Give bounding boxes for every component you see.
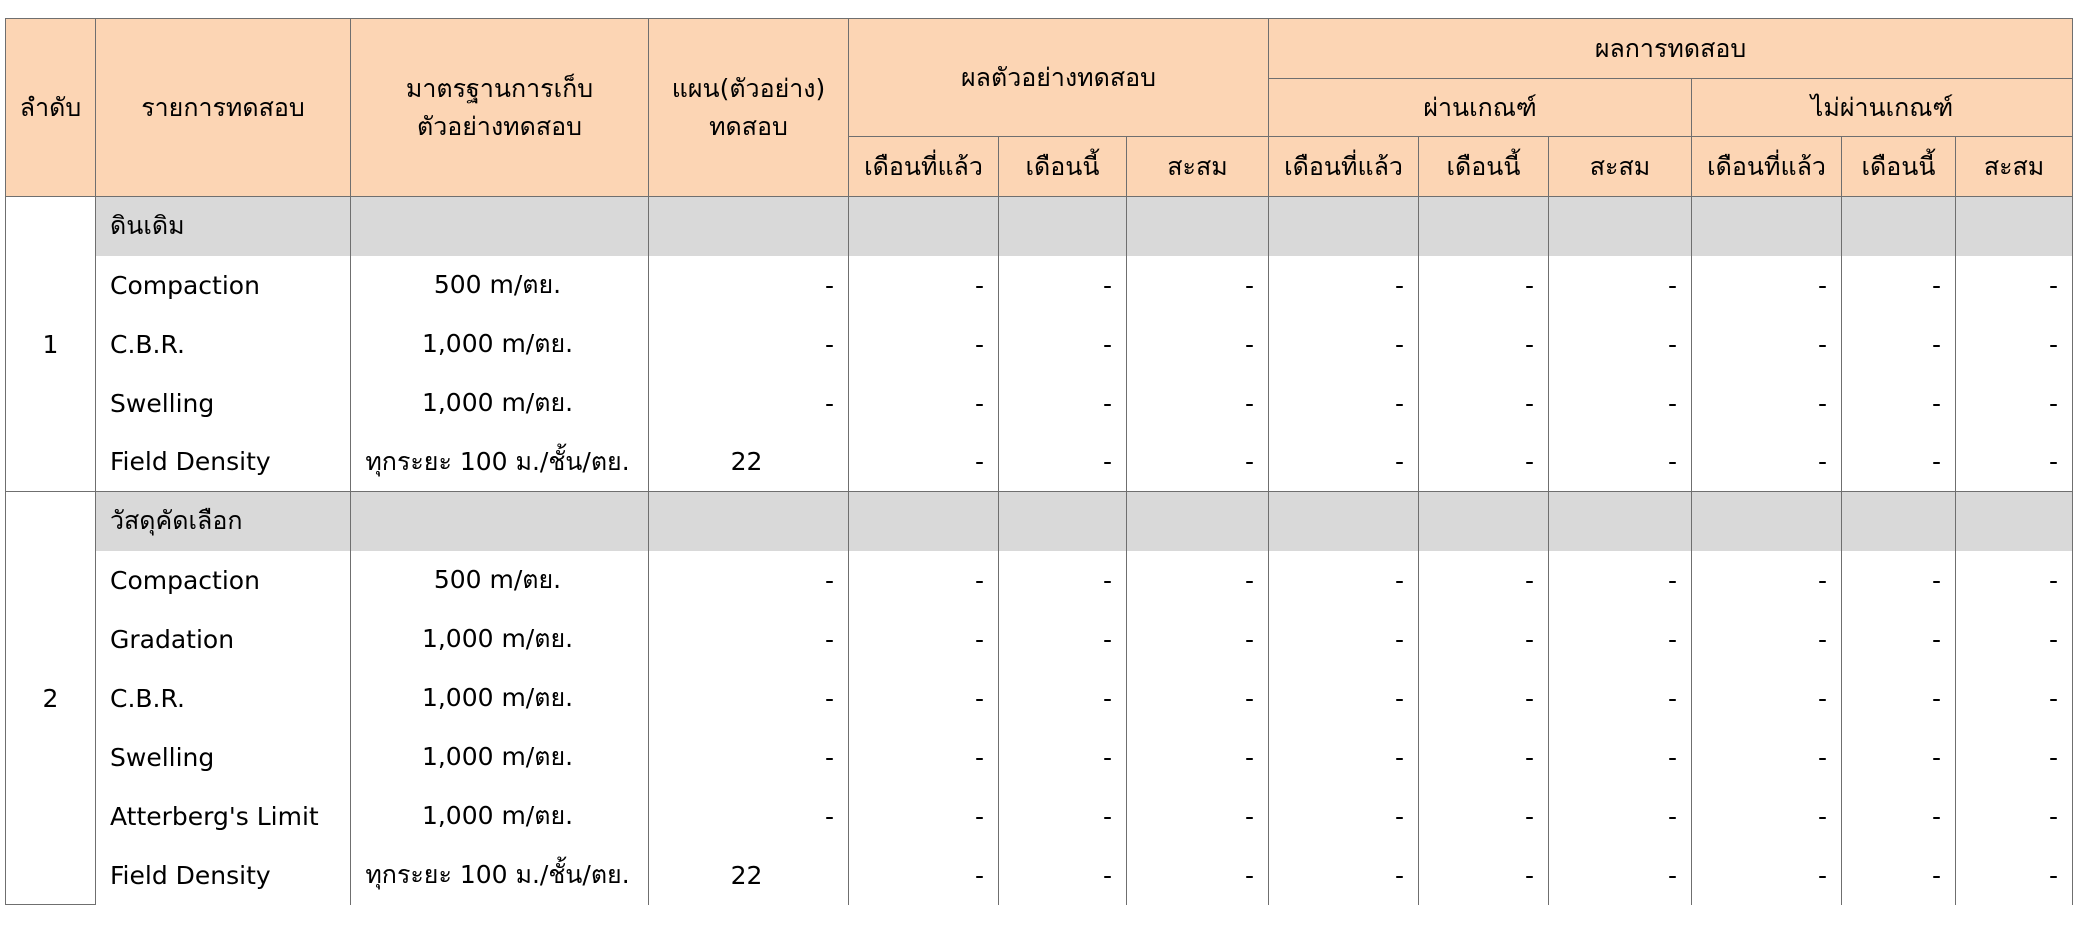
- table-row: [6, 256, 2073, 315]
- result-cell: -: [1692, 551, 1842, 610]
- result-cell: -: [1419, 728, 1549, 787]
- test-plan: 22: [649, 433, 849, 492]
- result-cell: -: [999, 433, 1127, 492]
- header-pass-cumulative: สะสม: [1549, 137, 1692, 197]
- result-cell: -: [1549, 846, 1692, 905]
- result-cell: -: [1127, 256, 1269, 315]
- result-cell: -: [1549, 433, 1692, 492]
- result-cell: -: [1549, 669, 1692, 728]
- test-item: C.B.R.: [96, 669, 351, 728]
- test-item: C.B.R.: [96, 315, 351, 374]
- result-cell: -: [1419, 846, 1549, 905]
- table-row: [6, 551, 2073, 610]
- section-cell: [1269, 197, 1419, 256]
- result-cell: -: [1269, 669, 1419, 728]
- header-samples: ผลตัวอย่างทดสอบ: [849, 19, 1269, 137]
- result-cell: -: [1842, 846, 1956, 905]
- result-cell: -: [1127, 374, 1269, 433]
- table-row: [6, 315, 2073, 374]
- test-plan: -: [649, 374, 849, 433]
- table-row: [6, 787, 2073, 846]
- result-cell: -: [1419, 787, 1549, 846]
- result-cell: -: [849, 315, 999, 374]
- test-item: Compaction: [96, 256, 351, 315]
- table-row: [6, 669, 2073, 728]
- result-cell: -: [849, 610, 999, 669]
- test-plan: -: [649, 551, 849, 610]
- result-cell: -: [1269, 433, 1419, 492]
- result-cell: -: [1269, 551, 1419, 610]
- result-cell: -: [1842, 669, 1956, 728]
- header-item: รายการทดสอบ: [96, 19, 351, 197]
- result-cell: -: [1127, 315, 1269, 374]
- test-plan: -: [649, 787, 849, 846]
- result-cell: -: [1269, 728, 1419, 787]
- result-cell: -: [1549, 256, 1692, 315]
- section-cell: [1956, 492, 2073, 551]
- result-cell: -: [849, 374, 999, 433]
- result-cell: -: [1842, 728, 1956, 787]
- section-title: วัสดุคัดเลือก: [96, 492, 351, 551]
- header-fail-last-month: เดือนที่แล้ว: [1692, 137, 1842, 197]
- result-cell: -: [1842, 256, 1956, 315]
- result-cell: -: [1549, 610, 1692, 669]
- result-cell: -: [1692, 610, 1842, 669]
- result-cell: -: [1956, 787, 2073, 846]
- section-row: [6, 197, 2073, 256]
- section-cell: [1842, 197, 1956, 256]
- header-pass: ผ่านเกณฑ์: [1269, 79, 1692, 137]
- result-cell: -: [1419, 669, 1549, 728]
- header-results: ผลการทดสอบ: [1269, 19, 2073, 79]
- result-cell: -: [999, 787, 1127, 846]
- test-item: Gradation: [96, 610, 351, 669]
- test-item: Field Density: [96, 433, 351, 492]
- result-cell: -: [1842, 610, 1956, 669]
- section-cell: [1956, 197, 2073, 256]
- test-plan: -: [649, 610, 849, 669]
- result-cell: -: [849, 787, 999, 846]
- result-cell: -: [999, 728, 1127, 787]
- result-cell: -: [1692, 846, 1842, 905]
- header-plan-line2: ทดสอบ: [709, 111, 788, 141]
- section-title: ดินเดิม: [96, 197, 351, 256]
- test-plan: -: [649, 728, 849, 787]
- result-cell: -: [1692, 374, 1842, 433]
- row-number: 2: [6, 492, 96, 905]
- table-row: [6, 846, 2073, 905]
- result-cell: -: [1127, 787, 1269, 846]
- section-cell: [1419, 492, 1549, 551]
- header-fail: ไม่ผ่านเกณฑ์: [1692, 79, 2073, 137]
- test-standard: 1,000 m/ตย.: [351, 728, 649, 787]
- result-cell: -: [849, 256, 999, 315]
- section-cell: [1842, 492, 1956, 551]
- result-cell: -: [1269, 610, 1419, 669]
- header-samples-cumulative: สะสม: [1127, 137, 1269, 197]
- table-row: [6, 374, 2073, 433]
- header-fail-this-month: เดือนนี้: [1842, 137, 1956, 197]
- section-cell: [351, 492, 649, 551]
- result-cell: -: [1549, 374, 1692, 433]
- test-item: Swelling: [96, 728, 351, 787]
- section-cell: [1692, 197, 1842, 256]
- test-standard: 500 m/ตย.: [351, 551, 649, 610]
- test-standard: 500 m/ตย.: [351, 256, 649, 315]
- test-standard: ทุกระยะ 100 ม./ชั้น/ตย.: [351, 433, 649, 492]
- test-results-table: [5, 18, 2073, 905]
- result-cell: -: [999, 610, 1127, 669]
- header-plan-line1: แผน(ตัวอย่าง): [671, 73, 826, 103]
- result-cell: -: [1127, 433, 1269, 492]
- section-cell: [1269, 492, 1419, 551]
- section-cell: [849, 197, 999, 256]
- section-cell: [999, 492, 1127, 551]
- header-standard-line1: มาตรฐานการเก็บ: [405, 73, 594, 103]
- result-cell: -: [1956, 315, 2073, 374]
- result-cell: -: [1419, 256, 1549, 315]
- result-cell: -: [999, 551, 1127, 610]
- result-cell: -: [1956, 728, 2073, 787]
- header-pass-this-month: เดือนนี้: [1419, 137, 1549, 197]
- result-cell: -: [1127, 846, 1269, 905]
- result-cell: -: [1842, 374, 1956, 433]
- result-cell: -: [1692, 433, 1842, 492]
- section-cell: [649, 492, 849, 551]
- result-cell: -: [1956, 551, 2073, 610]
- result-cell: -: [1419, 315, 1549, 374]
- test-plan: 22: [649, 846, 849, 905]
- section-cell: [1549, 197, 1692, 256]
- result-cell: -: [1549, 315, 1692, 374]
- section-cell: [849, 492, 999, 551]
- result-cell: -: [1956, 433, 2073, 492]
- result-cell: -: [1956, 374, 2073, 433]
- result-cell: -: [1549, 787, 1692, 846]
- result-cell: -: [849, 728, 999, 787]
- result-cell: -: [999, 846, 1127, 905]
- test-standard: ทุกระยะ 100 ม./ชั้น/ตย.: [351, 846, 649, 905]
- result-cell: -: [1549, 551, 1692, 610]
- table-row: [6, 610, 2073, 669]
- result-cell: -: [999, 315, 1127, 374]
- result-cell: -: [1419, 433, 1549, 492]
- result-cell: -: [1269, 315, 1419, 374]
- section-cell: [1692, 492, 1842, 551]
- result-cell: -: [1842, 787, 1956, 846]
- row-number: 1: [6, 197, 96, 492]
- header-no: ลำดับ: [6, 19, 96, 197]
- header-samples-this-month: เดือนนี้: [999, 137, 1127, 197]
- test-plan: -: [649, 315, 849, 374]
- result-cell: -: [1842, 551, 1956, 610]
- test-plan: -: [649, 669, 849, 728]
- result-cell: -: [1127, 610, 1269, 669]
- result-cell: -: [1419, 610, 1549, 669]
- test-item: Field Density: [96, 846, 351, 905]
- section-cell: [351, 197, 649, 256]
- result-cell: -: [1127, 728, 1269, 787]
- section-cell: [1127, 492, 1269, 551]
- result-cell: -: [1692, 669, 1842, 728]
- result-cell: -: [1956, 256, 2073, 315]
- section-cell: [1127, 197, 1269, 256]
- result-cell: -: [1419, 374, 1549, 433]
- header-standard: [351, 19, 649, 197]
- result-cell: -: [1549, 728, 1692, 787]
- result-cell: -: [849, 846, 999, 905]
- test-item: Compaction: [96, 551, 351, 610]
- section-cell: [1419, 197, 1549, 256]
- result-cell: -: [1956, 846, 2073, 905]
- result-cell: -: [1269, 846, 1419, 905]
- header-pass-last-month: เดือนที่แล้ว: [1269, 137, 1419, 197]
- section-row: [6, 492, 2073, 551]
- test-standard: 1,000 m/ตย.: [351, 787, 649, 846]
- result-cell: -: [849, 551, 999, 610]
- result-cell: -: [1127, 669, 1269, 728]
- header-samples-last-month: เดือนที่แล้ว: [849, 137, 999, 197]
- test-item: Atterberg's Limit: [96, 787, 351, 846]
- header-standard-line2: ตัวอย่างทดสอบ: [416, 111, 583, 141]
- result-cell: -: [1842, 433, 1956, 492]
- result-cell: -: [1269, 787, 1419, 846]
- section-cell: [999, 197, 1127, 256]
- result-cell: -: [1419, 551, 1549, 610]
- result-cell: -: [1956, 610, 2073, 669]
- test-standard: 1,000 m/ตย.: [351, 669, 649, 728]
- test-standard: 1,000 m/ตย.: [351, 315, 649, 374]
- result-cell: -: [1269, 256, 1419, 315]
- result-cell: -: [1269, 374, 1419, 433]
- section-cell: [649, 197, 849, 256]
- table-row: [6, 433, 2073, 492]
- test-plan: -: [649, 256, 849, 315]
- test-item: Swelling: [96, 374, 351, 433]
- result-cell: -: [1692, 728, 1842, 787]
- result-cell: -: [1127, 551, 1269, 610]
- result-cell: -: [999, 669, 1127, 728]
- result-cell: -: [1692, 787, 1842, 846]
- result-cell: -: [849, 433, 999, 492]
- result-cell: -: [1956, 669, 2073, 728]
- result-cell: -: [1692, 315, 1842, 374]
- result-cell: -: [1692, 256, 1842, 315]
- section-cell: [1549, 492, 1692, 551]
- header-fail-cumulative: สะสม: [1956, 137, 2073, 197]
- result-cell: -: [999, 374, 1127, 433]
- result-cell: -: [999, 256, 1127, 315]
- table-row: [6, 728, 2073, 787]
- result-cell: -: [849, 669, 999, 728]
- test-standard: 1,000 m/ตย.: [351, 610, 649, 669]
- header-plan: [649, 19, 849, 197]
- result-cell: -: [1842, 315, 1956, 374]
- test-standard: 1,000 m/ตย.: [351, 374, 649, 433]
